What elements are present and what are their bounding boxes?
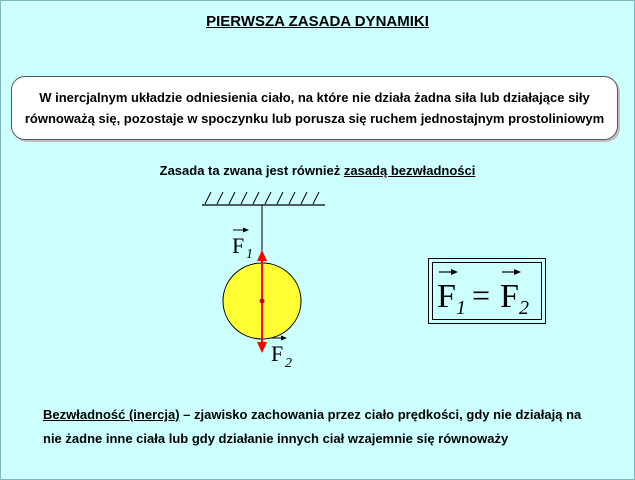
force1-label bbox=[232, 228, 253, 263]
inertia-definition bbox=[43, 403, 603, 451]
svg-text:2: 2 bbox=[285, 356, 292, 371]
law-statement-box bbox=[11, 76, 618, 140]
equation bbox=[428, 258, 546, 324]
subtitle-prefix: Zasada ta zwana jest również bbox=[159, 163, 344, 178]
svg-text:1: 1 bbox=[455, 296, 466, 319]
ceiling-hatch bbox=[202, 192, 325, 205]
slide-title: PIERWSZA ZASADA DYNAMIKI bbox=[206, 13, 429, 30]
center-point bbox=[260, 299, 265, 304]
svg-text:F: F bbox=[499, 277, 519, 315]
definition-line-1-rest: – zjawisko zachowania przez ciało prędkości, gdy nie działają na bbox=[179, 407, 582, 422]
force2-label bbox=[271, 336, 292, 372]
law-line-1: W inercjalnym układzie odniesienia ciało, na które nie działa żadna siła lub działające siły bbox=[39, 90, 590, 105]
svg-text:F: F bbox=[271, 341, 284, 366]
equation-operator: = bbox=[471, 276, 490, 313]
equation-right-vector bbox=[500, 269, 529, 319]
svg-text:F: F bbox=[436, 277, 456, 315]
subtitle bbox=[0, 163, 635, 178]
force1-arrow-head bbox=[257, 250, 267, 261]
svg-text:1: 1 bbox=[246, 247, 253, 262]
hanging-body-diagram bbox=[195, 190, 335, 380]
svg-text:2: 2 bbox=[518, 296, 529, 319]
definition-line-1 bbox=[43, 403, 603, 427]
equation-box bbox=[428, 258, 546, 324]
definition-term: Bezwładność (inercja) bbox=[43, 407, 180, 422]
law-statement bbox=[25, 87, 604, 129]
definition-line-2: nie żadne inne ciała lub gdy działanie innych ciał wzajemnie się równoważy bbox=[43, 431, 509, 446]
equation-left-vector bbox=[437, 269, 466, 319]
svg-text:F: F bbox=[232, 233, 245, 258]
subtitle-emphasis: zasadą bezwładności bbox=[343, 163, 476, 178]
force2-arrow-head bbox=[257, 342, 267, 353]
law-line-2: równoważą się, pozostaje w spoczynku lub porusza się ruchem jednostajnym prostoliniowym bbox=[24, 111, 605, 126]
